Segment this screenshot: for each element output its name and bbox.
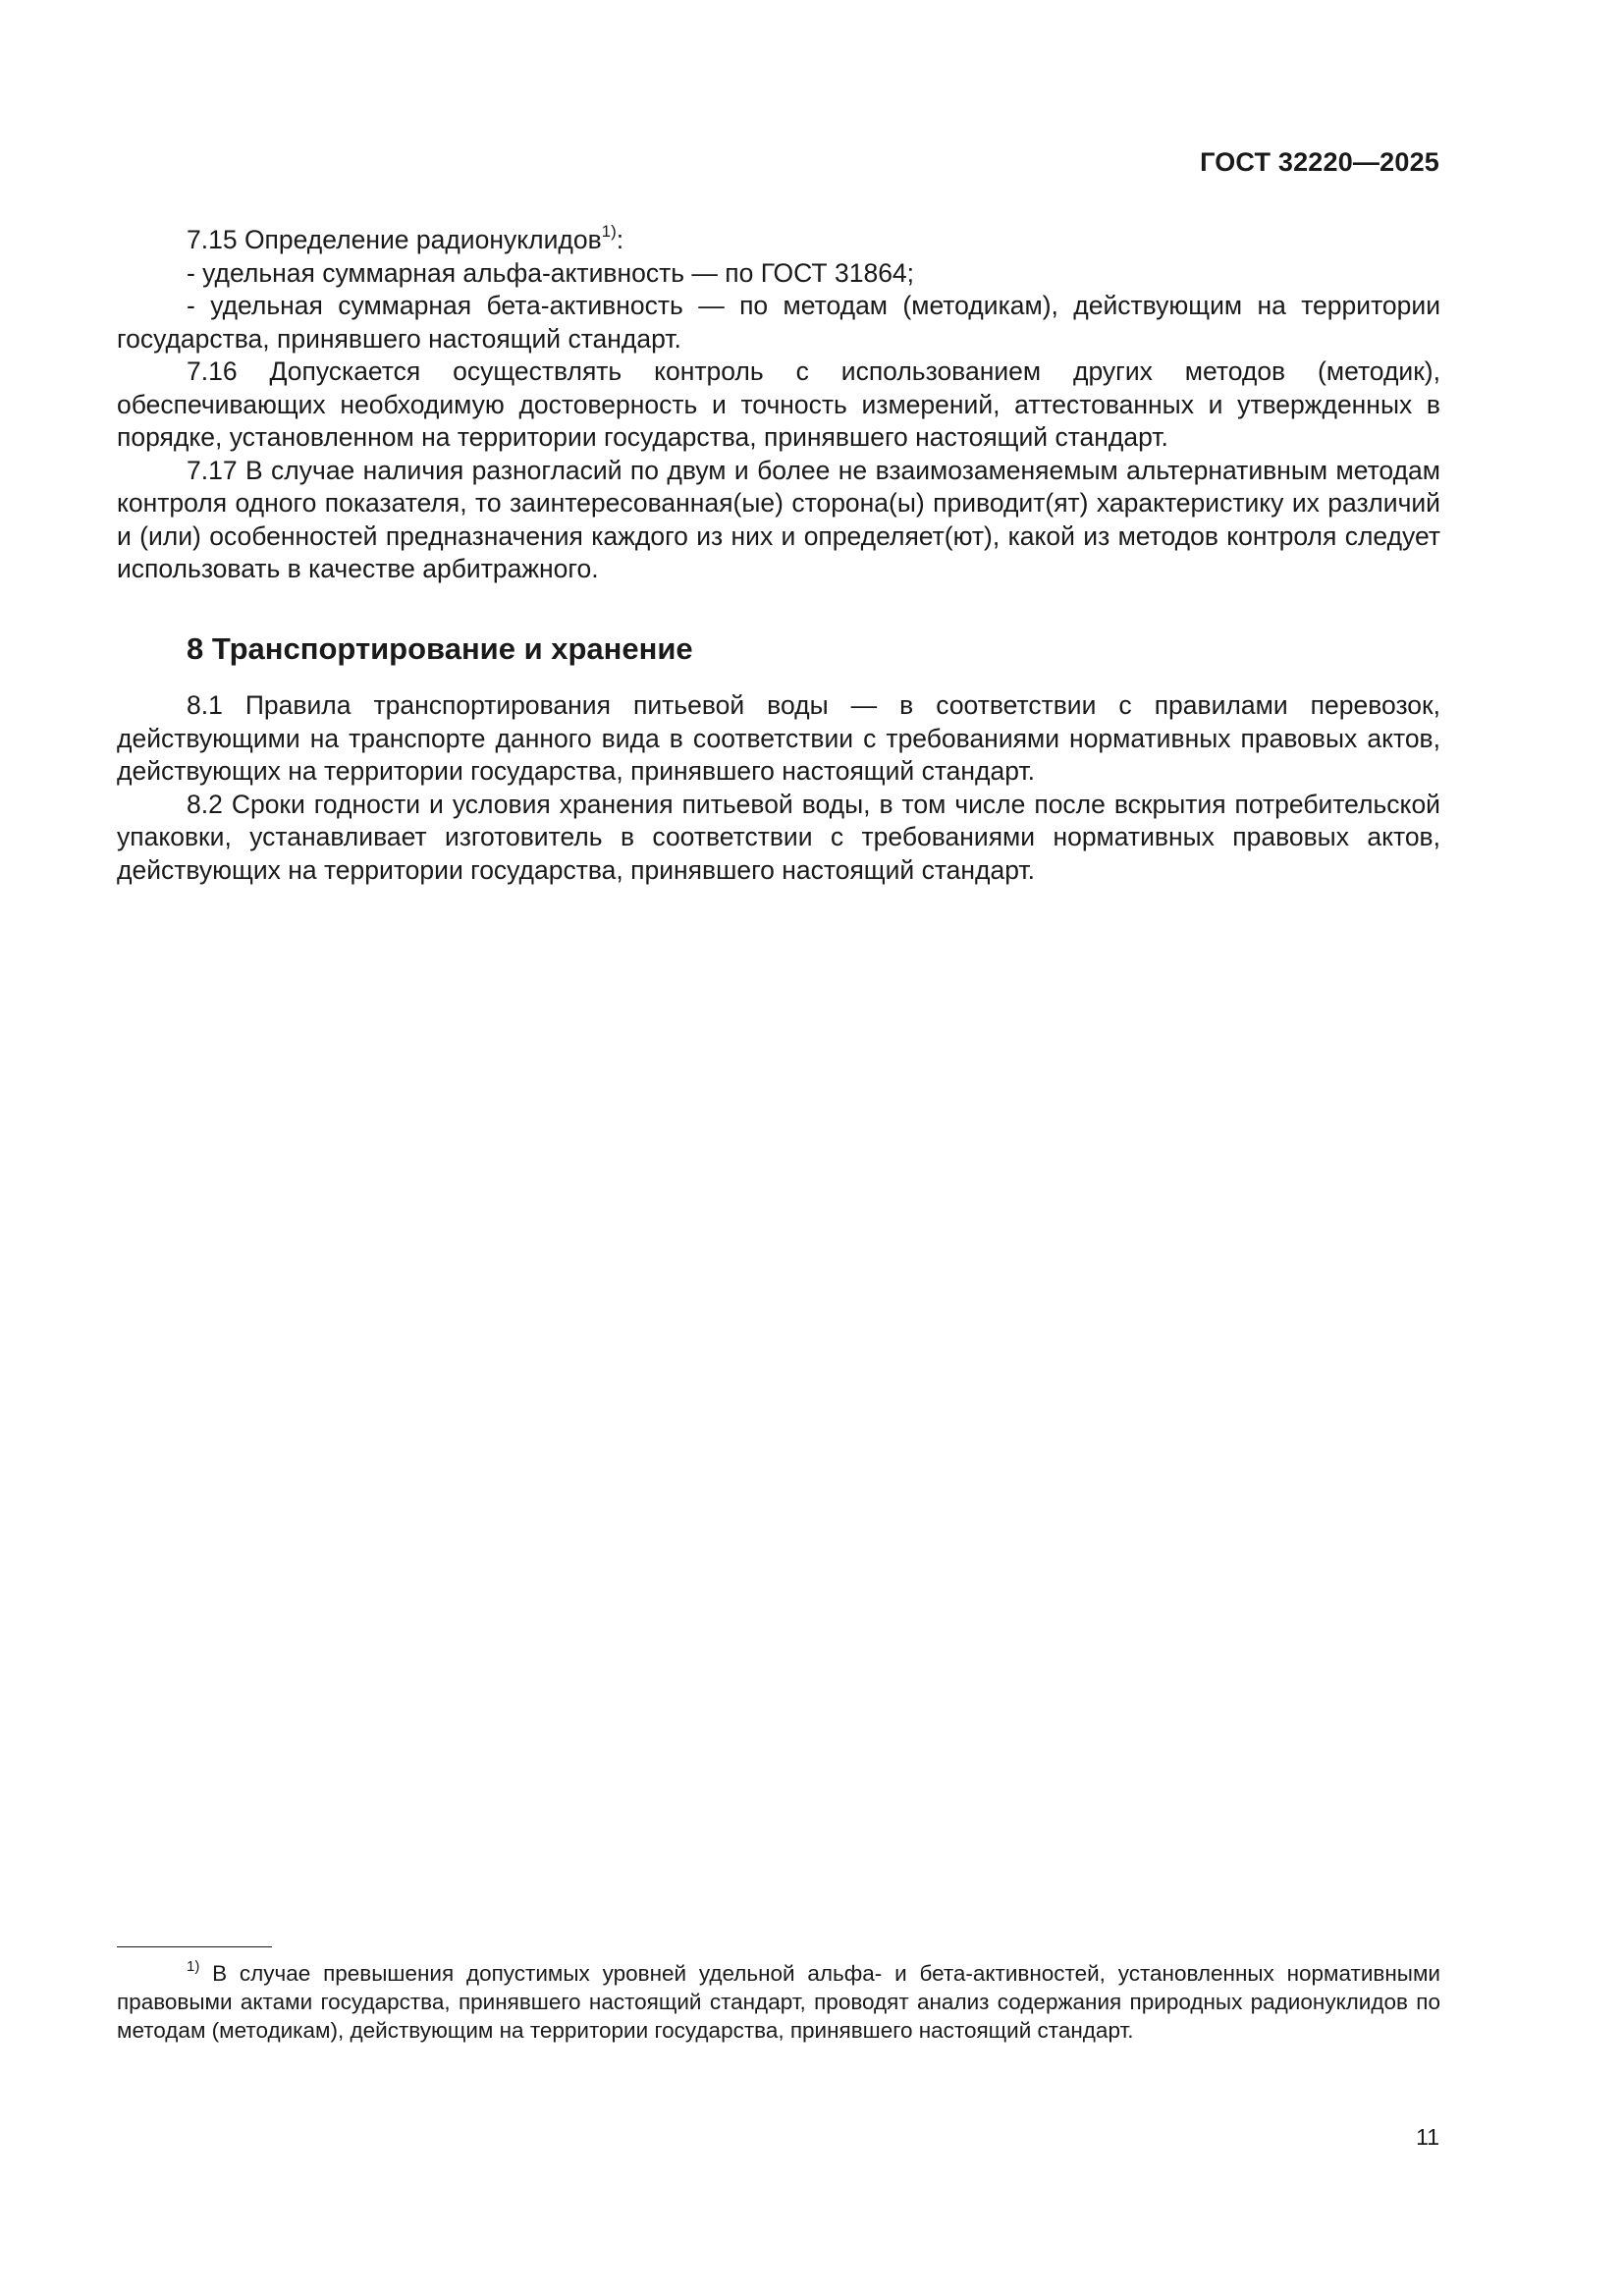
paragraph-7-15-text: 7.15 Определение радионуклидов: [187, 225, 602, 254]
footnote-marker: 1): [187, 1958, 200, 1975]
paragraph-7-15: [117, 224, 1440, 257]
footnote-text: В случае превышения допустимых уровней удельной альфа- и бета-активностей, установленных нормативными правовыми актами государства, принявшего настоящий стандарт, проводят анализ содержания природных радионуклидов по методам (методикам), действующим на территории государства, принявшего настоящий стандарт.: [117, 1961, 1440, 2043]
paragraph-7-16: 7.16 Допускается осуществлять контроль с использованием других методов (методик), обеспечивающих необходимую достоверность и точность измерений, аттестованных и утвержденных в порядке, установленном на территории государства, принявшего настоящий стандарт.: [117, 356, 1440, 452]
section-8-body: [117, 689, 1440, 887]
document-id-header: ГОСТ 32220—2025: [1200, 147, 1439, 177]
bullet-beta-activity: - удельная суммарная бета-активность — по методам (методикам), действующим на территории государства, принявшего настоящий стандарт.: [117, 291, 1440, 354]
bullet-alpha-activity: - удельная суммарная альфа-активность — по ГОСТ 31864;: [187, 257, 915, 288]
paragraph-7-17: 7.17 В случае наличия разногласий по двум и более не взаимозаменяемым альтернативным методам контроля одного показателя, то заинтересованная(ые) сторона(ы) приводит(ят) характеристику их различий и (или) особенностей предназначения каждого из них и определяет(ют), какой из методов контроля следует использовать в качестве арбитражного.: [117, 455, 1440, 583]
footnote-separator: [117, 1946, 272, 1947]
section-7-continuation: [117, 224, 1440, 586]
page-number: 11: [1416, 2124, 1439, 2150]
paragraph-7-15-colon: :: [616, 225, 624, 254]
footnote: [117, 1959, 1440, 2045]
paragraph-8-2: 8.2 Сроки годности и условия хранения питьевой воды, в том числе после вскрытия потребительской упаковки, устанавливает изготовитель в соответствии с требованиями нормативных правовых актов, действующих на территории государства, принявшего настоящий стандарт.: [117, 789, 1440, 885]
footnote-reference[interactable]: 1): [601, 222, 617, 241]
paragraph-8-1: 8.1 Правила транспортирования питьевой воды — в соответствии с правилами перевозок, действующими на транспорте данного вида в соответствии с требованиями нормативных правовых актов, действующих на территории государства, принявшего настоящий стандарт.: [117, 690, 1440, 786]
section-8-heading: 8 Транспортирование и хранение: [187, 631, 693, 666]
